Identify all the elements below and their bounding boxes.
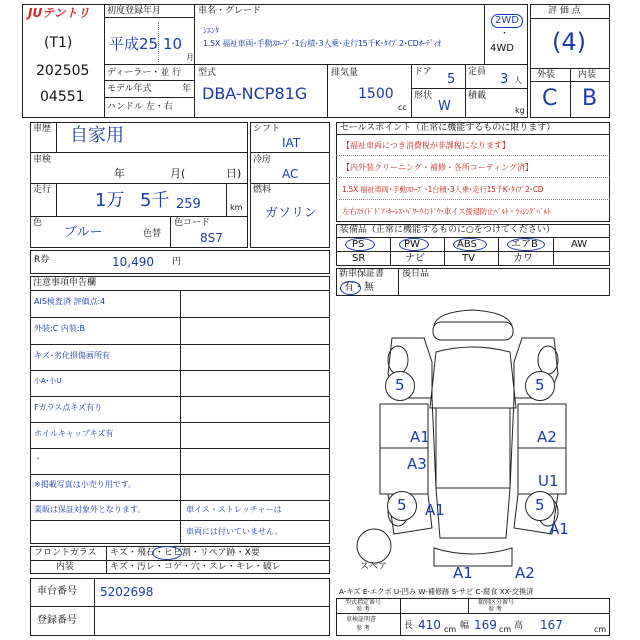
inspection-label: 車検 [33,155,52,165]
exterior-label: 外装 [537,70,556,80]
fuel-value: ガソリン [265,206,318,221]
date-label: 後日品 [402,269,430,279]
ac-label: 冷房 [253,155,272,165]
recycle-label: R券 [34,255,50,265]
shape: W [438,99,451,114]
mark-bottom-a2: A2 [515,564,535,582]
len-cm: cm [444,625,457,634]
note-6: ホイルキャップキズ有 [34,429,114,438]
sales-line-4: 左右ｽﾗｲﾄﾞﾄﾞｱ･ｷｰﾚｽ･ﾊﾟﾜｰｳｲﾝﾄﾞｳ･車イス後退防止ﾍﾞﾙﾄ・ﾗｯｼﾝｸﾞﾍﾞﾙﾄ [342,207,551,216]
roof-outline [436,408,510,488]
int-value: キズ・汚レ・コゲ・穴・スレ・キレ・破レ [110,562,281,572]
note-2: 外装:C 内装:B [34,324,86,333]
cert-value: 有・無 [344,282,374,293]
grade: 1.5X 福祉車両･手動ｽﾛｰﾌﾟ･1台積･3人乗･走行15千K･ﾀｲﾌﾟ2･CDｵｰﾃﾞｨｵ [203,39,441,48]
model-code: DBA-NCP81G [202,84,308,103]
mark-u1-right: U1 [538,472,559,490]
capacity: 3 [500,72,509,87]
mileage-unit: km [230,203,243,212]
hood-outline [433,322,513,340]
type-label: 車歴 [33,124,52,134]
color-label: 色 [33,218,43,228]
equip-tv: TV [462,253,475,264]
equip-abs: ABS [457,239,477,250]
damage-legend: A-キズ E-エクボ U-凹み W-補修跡 S-サビ C-腐食 XX-交換済 [339,587,534,596]
lot-code: (T1) [44,35,73,51]
spare-tire-icon [357,529,391,563]
auction-date: 202505 [36,63,90,79]
reg-label: 登録番号 [37,615,77,626]
reg-cert-ref: 参 考 [356,625,370,632]
h-label: 高 [514,621,524,631]
ac-value: AC [282,167,299,181]
displacement-label: 排気量 [331,68,359,78]
front-bumper-outline [434,310,512,326]
month-unit: 月 [186,53,194,62]
shape-label: 形状 [414,91,433,101]
fg-value: キズ・飛石・ヒビ割・リペア跡・X要 [110,548,260,558]
interior-grade: B [582,86,598,111]
equip-navi: ナビ [405,253,425,264]
left-side-body [380,404,428,494]
vehicle-box [30,122,248,248]
mark-right-front: 5 [535,376,545,394]
notes-title: 注意事項申告欄 [33,278,97,288]
inspection-month: 月( [170,167,186,180]
reg-cert-label: 車検証明書 [346,616,377,623]
spare-label: スペア [360,562,388,572]
year-unit: 年 [182,84,192,94]
sales-line-3: 1.5X 福祉車両･手動ｽﾛｰﾌﾟ･1台積･3人乗･走行15千K･ﾀｲﾌﾟ2･CD [342,185,544,194]
tailgate-outline [436,488,510,538]
chassis-value: 5202698 [100,585,154,599]
equip-aw: AW [571,239,588,250]
width-value: 169 [474,618,497,632]
interior-label: 内装 [578,70,597,80]
cert-num-ref: 参 考 [356,606,370,613]
handle-label: ハンドル 左・右 [107,102,173,112]
inspection-day: 日) [226,167,242,180]
displacement: 1500 [358,86,394,102]
mark-right-rear: 5 [535,496,545,514]
drive-4wd: 4WD [490,43,514,54]
equip-leather: カワ [513,253,533,264]
note-8: ※掲載写真は小売り用です。 [34,480,137,489]
color-change-label: 色替 [143,229,162,239]
note-9-right: 車イス・ストレッチャーは [186,505,282,514]
mark-bottom-a1: A1 [453,564,473,582]
color-value: ブルー [64,225,103,240]
reg-era: 平成25 [109,35,159,53]
maker: ｼｴﾝﾀ [203,26,219,35]
fg-label: フロントガラス [34,548,97,558]
note-1: AIS検査済 評価点:4 [34,297,106,306]
shift-value: IAT [282,136,301,150]
note-9: 業販は保証対象外となります。 [34,505,146,514]
note-5: Fガラス点キズ有り [34,403,103,412]
mileage-rest: 259 [176,197,201,212]
chassis-label: 車台番号 [37,586,77,597]
height-value: 167 [540,618,563,632]
score-label: 評 価 点 [548,6,581,16]
shift-label: シフト [253,124,281,134]
car-diagram [336,298,610,588]
note-7: ・ [34,454,42,463]
type-value: 自家用 [70,125,124,146]
cls-num-label: 類別区分番号 [478,599,515,606]
equip-airbag: エアB [511,239,538,250]
len-label: 長 [404,621,414,631]
recycle-value: 10,490 [112,255,154,269]
mark-a1-left-low: A1 [425,501,445,519]
equipment-title: 装備品（正常に機能するものに○をつけてください） [340,225,555,235]
logo: JUテントリ [28,6,90,20]
sales-title: セールスポイント（正常に機能するものに限ります） [340,123,556,133]
equip-ps: PS [352,239,365,250]
w-cm: cm [499,625,512,634]
mileage-label: 走行 [33,185,52,195]
length-value: 410 [418,618,441,632]
drive-2wd: 2WD [491,14,523,28]
recycle-unit: 円 [172,257,182,267]
note-4: 小A･小U [34,377,62,385]
fuel-label: 燃料 [253,185,272,195]
color-code-label: 色コード [174,218,211,228]
capacity-label: 定員 [468,67,487,77]
sales-line-1: 【福祉車両につき消費税が非課税になります】 [342,141,510,150]
note-3: キズ･劣化損傷画所有 [34,351,110,360]
rear-bumper-outline [434,548,512,566]
sales-line-2: 【内外装クリーニング・補修・各所コーティング済】 [342,163,534,172]
doors: 5 [447,72,456,87]
mark-a1-left: A1 [410,428,430,446]
mark-left-rear: 5 [397,496,407,514]
exterior-grade: C [542,86,558,111]
inspection-year: 年 [114,167,125,180]
mileage-sen: 5千 [140,190,170,211]
equip-pw: PW [404,239,420,250]
reg-month: 10 [163,35,183,53]
color-code: 8S7 [200,231,223,245]
load-unit: kg [515,106,525,115]
lot-number: 04551 [40,89,85,105]
mark-a3-left: A3 [407,455,427,473]
load-label: 積載 [468,91,487,101]
cls-num-ref: 参 考 [488,606,502,613]
cert-label: 新車保証書 [339,269,385,279]
mark-left-front: 5 [395,376,405,394]
cert-num-label: 型式指定番号 [345,599,382,606]
int-label: 内装 [56,562,75,572]
mark-a1-right-low: A1 [549,520,569,538]
mark-a2-right: A2 [537,428,557,446]
note-10: 車両には付いていません。 [186,527,283,536]
windshield-outline [430,347,516,408]
score: (4) [552,28,586,56]
h-cm: cm [594,625,607,634]
car-name-label: 車名・グレード [198,6,262,16]
model-year-label: モデル年式 [107,84,152,94]
doors-label: ドア [414,67,432,77]
displacement-unit: cc [398,103,407,112]
capacity-unit: 人 [514,76,522,85]
first-reg-label: 初度登録年月 [107,6,162,16]
dealer-label: ディーラー・並 行 [107,68,182,78]
mileage-man: 1万 [95,190,125,211]
model-label: 型式 [198,68,217,78]
drive-dot: ・ [500,29,510,39]
w-label: 幅 [460,621,470,631]
equip-sr: SR [352,253,366,264]
